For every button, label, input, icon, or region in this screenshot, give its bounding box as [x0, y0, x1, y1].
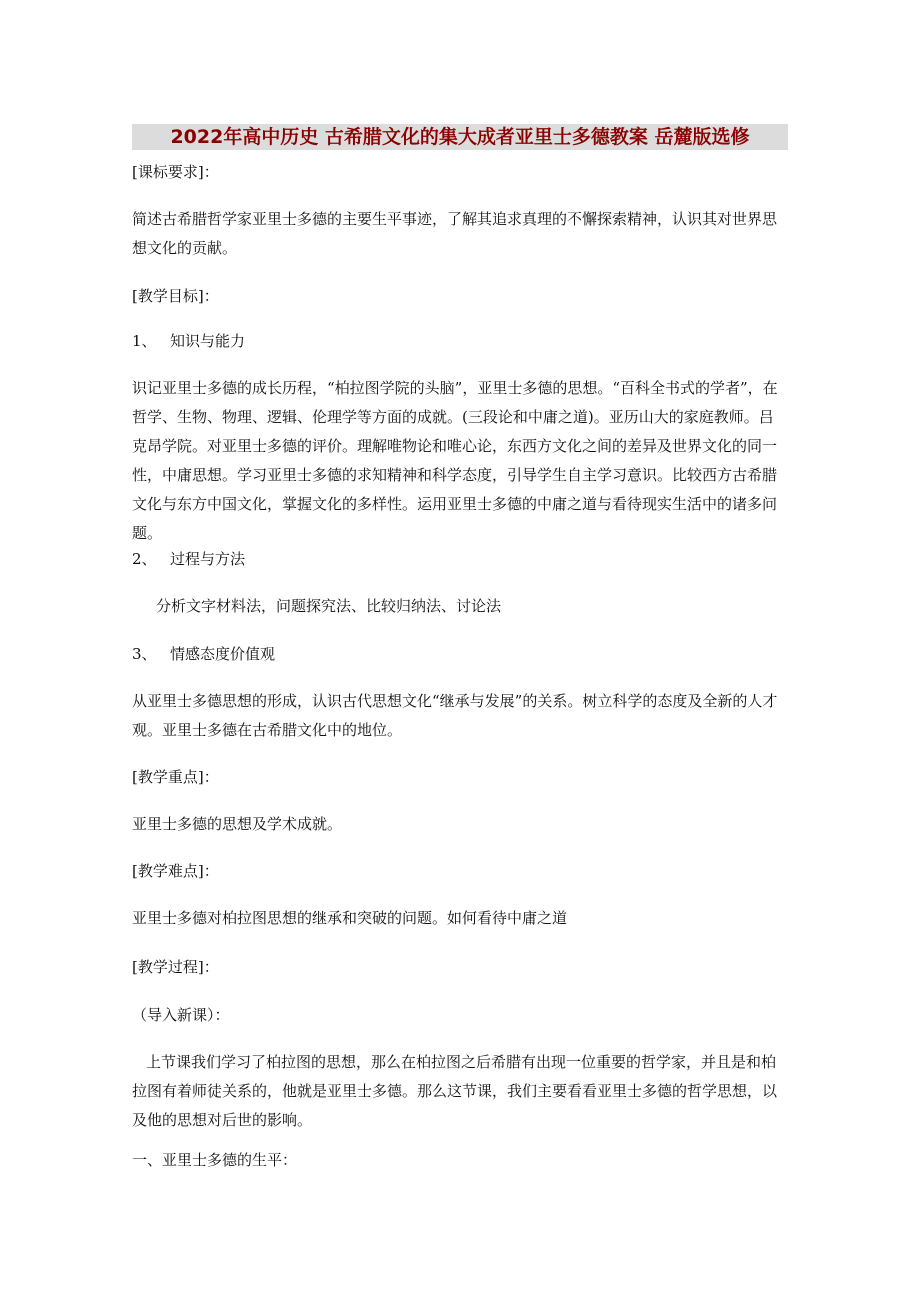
document-title: 2022年高中历史 古希腊文化的集大成者亚里士多德教案 岳麓版选修	[132, 124, 788, 150]
objective-2-number: 2、	[132, 550, 157, 568]
key-points-text: 亚里士多德的思想及学术成就。	[132, 815, 343, 833]
objective-1-number: 1、	[132, 332, 157, 350]
objective-1-label: 知识与能力	[170, 332, 246, 350]
objective-3-label: 情感态度价值观	[170, 645, 276, 663]
objectives-heading: [教学目标]：	[132, 287, 219, 305]
curriculum-heading: [课标要求]：	[132, 163, 219, 181]
process-heading: [教学过程]：	[132, 958, 219, 976]
difficult-points-heading: [教学难点]：	[132, 862, 219, 880]
key-points-heading: [教学重点]：	[132, 768, 219, 786]
difficult-points-text: 亚里士多德对柏拉图思想的继承和突破的问题。如何看待中庸之道	[132, 909, 568, 927]
objective-3-number: 3、	[132, 645, 157, 663]
objective-2-heading	[132, 545, 788, 574]
intro-heading: （导入新课）：	[132, 1006, 230, 1024]
objective-1-text: 识记亚里士多德的成长历程，“柏拉图学院的头脑”，亚里士多德的思想。“百科全书式的学者”，在哲学、生物、物理、逻辑、伦理学等方面的成就。(三段论和中庸之道)。亚历山大的家庭教师。吕克昂学院。对亚里士多德的评价。理解唯物论和唯心论，东西方文化之间的差异及世界文化的同一性，中庸思想。学习亚里士多德的求知精神和科学态度，引导学生自主学习意识。比较西方古希腊文化与东方中国文化，掌握文化的多样性。运用亚里士多德的中庸之道与看待现实生活中的诸多问题。	[132, 379, 778, 542]
objective-1-heading	[132, 327, 788, 356]
objective-3-heading	[132, 640, 788, 669]
intro-text: 上节课我们学习了柏拉图的思想，那么在柏拉图之后希腊有出现一位重要的哲学家，并且是和柏拉图有着师徒关系的，他就是亚里士多德。那么这节课，我们主要看看亚里士多德的哲学思想，以及他的思想对后世的影响。	[132, 1053, 778, 1129]
objective-3-text: 从亚里士多德思想的形成，认识古代思想文化“继承与发展”的关系。树立科学的态度及全新的人才观。亚里士多德在古希腊文化中的地位。	[132, 692, 778, 739]
curriculum-text: 简述古希腊哲学家亚里士多德的主要生平事迹，了解其追求真理的不懈探索精神，认识其对世界思想文化的贡献。	[132, 210, 778, 257]
objective-2-text: 分析文字材料法，问题探究法、比较归纳法、讨论法	[156, 597, 502, 615]
objective-2-label: 过程与方法	[170, 550, 246, 568]
section-1-heading: 一、亚里士多德的生平：	[132, 1151, 298, 1169]
